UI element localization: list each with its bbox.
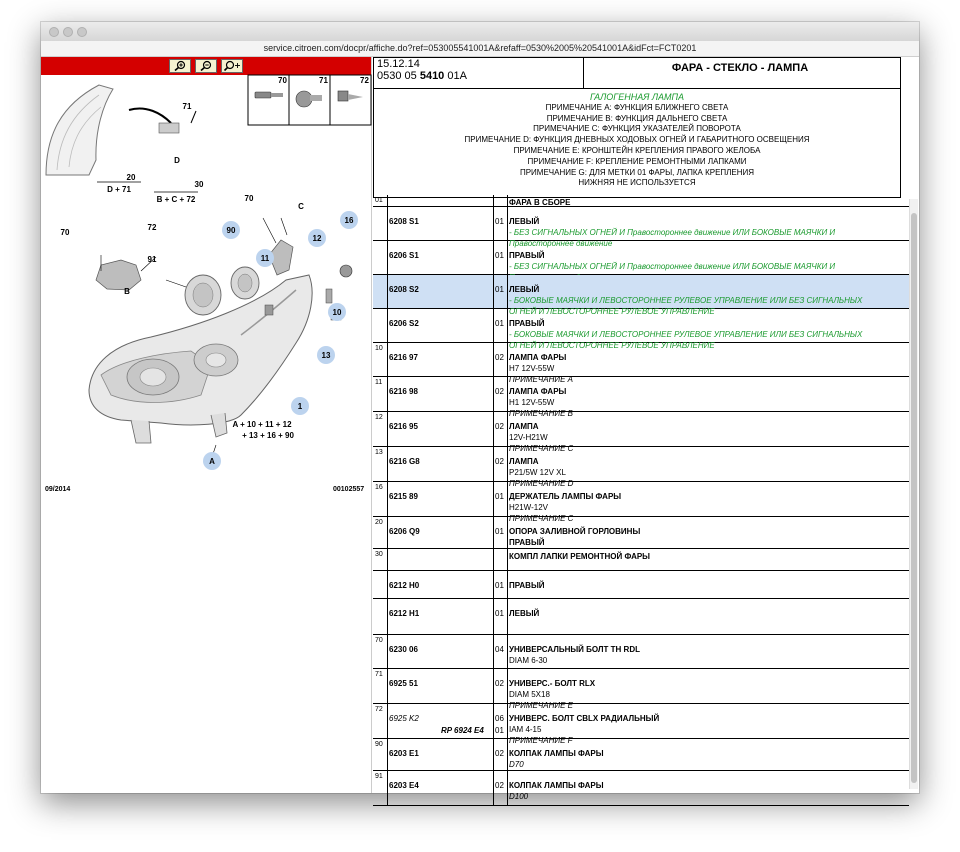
notes-block [373, 88, 901, 198]
address-bar[interactable]: service.citroen.com/docpr/affiche.do?ref=053005541001A&refaff=0530%2005%20541001A&idFct=FCT0201 [41, 41, 919, 57]
ref-number: 01 [375, 197, 383, 204]
notes-lines [374, 103, 900, 189]
ref-prefix: 0530 05 [377, 70, 420, 82]
part-note: ПРИМЕЧАНИЕ D [509, 479, 574, 488]
browser-window [41, 22, 919, 801]
part-note: H7 12V-55W [509, 364, 555, 373]
zoom-out-button[interactable] [195, 59, 217, 73]
part-number-alt: RP 6924 E4 [441, 726, 484, 735]
quantity-alt: 01 [495, 726, 504, 735]
callout-label: B + C + 72 [156, 195, 196, 204]
part-number: 6216 G8 [389, 457, 420, 466]
part-name: УНИВЕРС.- БОЛТ RLX [509, 679, 596, 688]
note-line: ПРИМЕЧАНИЕ D: ФУНКЦИЯ ДНЕВНЫХ ХОДОВЫХ ОГНЕЙ И ГАБАРИТНОГО ОСВЕЩЕНИЯ [464, 135, 810, 145]
part-number: 6212 H0 [389, 581, 420, 590]
part-name: ЛЕВЫЙ [509, 609, 540, 618]
callout-label: 72 [147, 223, 157, 232]
part-note: ОГНЕЙ И ЛЕВОСТОРОННЕЕ РУЛЕВОЕ УПРАВЛЕНИЕ [509, 341, 715, 350]
ref-number: 11 [375, 379, 383, 386]
part-number: 6208 S1 [389, 217, 419, 226]
part-number: 6925 51 [389, 679, 418, 688]
part-name: ПРАВЫЙ [509, 581, 545, 590]
magnifier-move-icon [223, 60, 241, 71]
note-line: НИЖНЯЯ НЕ ИСПОЛЬЗУЕТСЯ [578, 178, 696, 188]
part-number: 6203 E4 [389, 781, 419, 790]
part-number: 6206 S1 [389, 251, 419, 260]
pan-button[interactable] [221, 59, 243, 73]
quantity: 01 [495, 492, 504, 501]
quantity: 02 [495, 749, 504, 758]
callout-label: 30 [194, 180, 204, 189]
table-row[interactable] [373, 241, 909, 275]
part-note: ПРИМЕЧАНИЕ C [509, 444, 574, 453]
scrollbar-thumb[interactable] [911, 213, 917, 783]
ref-number: 72 [375, 706, 383, 713]
quantity: 01 [495, 217, 504, 226]
ref-number: 90 [375, 741, 383, 748]
table-row[interactable] [373, 739, 909, 771]
quantity: 01 [495, 285, 504, 294]
part-number: 6206 Q9 [389, 527, 420, 536]
callout-label: B [124, 287, 130, 296]
table-row[interactable] [373, 207, 909, 248]
part-name: ПРАВЫЙ [509, 251, 545, 260]
ref-number: 91 [375, 773, 383, 780]
ref-number: 70 [375, 637, 383, 644]
part-name: ЛАМПА [509, 422, 539, 431]
quantity: 02 [495, 422, 504, 431]
ref-suffix: 01A [444, 70, 467, 82]
callout-label[interactable]: 13 [321, 351, 331, 360]
diagram-panel [41, 57, 372, 793]
part-number: 6216 97 [389, 353, 418, 362]
thumb-label-72: 72 [360, 76, 369, 85]
part-note: H21W-12V [509, 503, 548, 512]
ref-bold: 5410 [419, 70, 445, 82]
notes-title: ГАЛОГЕННАЯ ЛАМПА [589, 92, 685, 102]
header-reference [377, 70, 583, 82]
zoom-toolbar [41, 57, 371, 75]
part-note: Правостороннее движение [509, 239, 613, 248]
brackets [96, 240, 352, 320]
callout-label[interactable]: 11 [260, 254, 270, 263]
quantity: 01 [495, 251, 504, 260]
quantity: 02 [495, 387, 504, 396]
minimize-window-button[interactable] [63, 27, 73, 37]
table-row[interactable] [373, 377, 909, 418]
part-note: DIAM 6-30 [509, 656, 548, 665]
thumb-label-70: 70 [278, 76, 287, 85]
thumb-label-71: 71 [319, 76, 328, 85]
part-note: P21/5W 12V XL [509, 468, 566, 477]
part-note: 12V-H21W [509, 433, 548, 442]
part-name: ЛЕВЫЙ [509, 285, 540, 294]
part-number: 6925 K2 [389, 714, 419, 723]
part-note: ПРИМЕЧАНИЕ E [509, 701, 573, 710]
part-name: ПРАВЫЙ [509, 319, 545, 328]
note-line: ПРИМЕЧАНИЕ C: ФУНКЦИЯ УКАЗАТЕЛЕЙ ПОВОРОТА [533, 124, 741, 134]
table-row[interactable] [373, 549, 909, 571]
ref-number: 10 [375, 345, 383, 352]
part-number: 6215 89 [389, 492, 418, 501]
callout-label: + 13 + 16 + 90 [242, 431, 294, 440]
page-title: ФАРА - СТЕКЛО - ЛАМПА [671, 62, 809, 74]
note-line: ПРИМЕЧАНИЕ E: КРОНШТЕЙН КРЕПЛЕНИЯ ПРАВОГО ЖЕЛОБА [513, 145, 761, 155]
note-line: ПРИМЕЧАНИЕ F: КРЕПЛЕНИЕ РЕМОНТНЫМИ ЛАПКАМИ [527, 156, 747, 166]
callout-label[interactable]: 90 [226, 226, 236, 235]
title-bar [41, 22, 919, 42]
callout-label[interactable]: A [209, 457, 215, 466]
quantity: 02 [495, 781, 504, 790]
table-row[interactable] [373, 771, 909, 806]
callout-label: D + 71 [107, 185, 131, 194]
part-note: ПРИМЕЧАНИЕ B [509, 409, 573, 418]
quantity: 01 [495, 581, 504, 590]
table-row[interactable] [373, 635, 909, 669]
part-note: D100 [509, 792, 529, 801]
table-row[interactable] [373, 195, 909, 207]
quantity: 02 [495, 457, 504, 466]
part-name: ЛАМПА ФАРЫ [509, 353, 567, 362]
quantity: 01 [495, 527, 504, 536]
quantity: 01 [495, 319, 504, 328]
table-row[interactable] [373, 275, 909, 316]
part-number: 6212 H1 [389, 609, 420, 618]
close-window-button[interactable] [49, 27, 59, 37]
ref-number: 12 [375, 414, 383, 421]
magnifier-minus-icon [197, 60, 215, 71]
part-note: - БОКОВЫЕ МАЯЧКИ И ЛЕВОСТОРОННЕЕ РУЛЕВОЕ УПРАВЛЕНИЕ ИЛИ БЕЗ СИГНАЛЬНЫХ [509, 296, 863, 305]
part-note: ОГНЕЙ И ЛЕВОСТОРОННЕЕ РУЛЕВОЕ УПРАВЛЕНИЕ [509, 307, 715, 316]
part-name: УНИВЕРСАЛЬНЫЙ БОЛТ TH RDL [509, 645, 640, 654]
part-note: DIAM 5X18 [509, 690, 550, 699]
callout-label[interactable]: 16 [344, 216, 354, 225]
callout-label: 91 [147, 255, 157, 264]
callout-label: C [298, 202, 304, 211]
diagram-date: 09/2014 [45, 486, 71, 493]
part-name: ДЕРЖАТЕЛЬ ЛАМПЫ ФАРЫ [509, 492, 622, 501]
note-line: ПРИМЕЧАНИЕ G: ДЛЯ МЕТКИ 01 ФАРЫ, ЛАПКА КРЕПЛЕНИЯ [519, 167, 755, 177]
ref-number: 20 [375, 519, 383, 526]
part-number: 6203 E1 [389, 749, 419, 758]
table-row[interactable] [373, 571, 909, 599]
part-name: ФАРА В СБОРЕ [509, 198, 571, 207]
part-note: D70 [509, 760, 524, 769]
part-name: ЛЕВЫЙ [509, 217, 540, 226]
callout-label[interactable]: 12 [312, 234, 322, 243]
part-note: ПРИМЕЧАНИЕ C [509, 514, 574, 523]
part-note: ПРИМЕЧАНИЕ A [509, 375, 573, 384]
callout-label: D [174, 156, 180, 165]
part-note: H1 12V-55W [509, 398, 555, 407]
part-name: ЛАМПА [509, 457, 539, 466]
quantity: 01 [495, 609, 504, 618]
part-name: КОМПЛ ЛАПКИ РЕМОНТНОЙ ФАРЫ [509, 552, 651, 561]
part-name: ЛАМПА ФАРЫ [509, 387, 567, 396]
parts-panel [373, 57, 919, 801]
quantity: 06 [495, 714, 504, 723]
part-number: 6206 S2 [389, 319, 419, 328]
part-note: ПРАВЫЙ [509, 538, 545, 547]
quantity: 02 [495, 353, 504, 362]
callout-label: A + 10 + 11 + 12 [232, 420, 292, 429]
maximize-window-button[interactable] [77, 27, 87, 37]
part-number: 6216 98 [389, 387, 418, 396]
header-info [374, 58, 584, 88]
ref-number: 71 [375, 671, 383, 678]
magnifier-plus-icon [171, 60, 189, 71]
document-header [373, 57, 901, 89]
diagram-doc-code: 00102557 [333, 486, 365, 493]
note-line: ПРИМЕЧАНИЕ A: ФУНКЦИЯ БЛИЖНЕГО СВЕТА [545, 102, 729, 112]
header-date: 15.12.14 [377, 58, 420, 70]
part-number: 6208 S2 [389, 285, 419, 294]
ref-number: 13 [375, 449, 383, 456]
note-line: ПРИМЕЧАНИЕ B: ФУНКЦИЯ ДАЛЬНЕГО СВЕТА [546, 113, 728, 123]
part-note: - БЕЗ СИГНАЛЬНЫХ ОГНЕЙ И Правостороннее движение ИЛИ БОКОВЫЕ МАЯЧКИ И [509, 228, 836, 237]
part-number: 6230 06 [389, 645, 418, 654]
part-note: ПРИМЕЧАНИЕ F [509, 736, 573, 745]
parts-table [373, 197, 909, 801]
scrollbar[interactable] [909, 199, 918, 789]
part-note: - БОКОВЫЕ МАЯЧКИ И ЛЕВОСТОРОННЕЕ РУЛЕВОЕ УПРАВЛЕНИЕ ИЛИ БЕЗ СИГНАЛЬНЫХ [509, 330, 863, 339]
part-name: КОЛПАК ЛАМПЫ ФАРЫ [509, 749, 604, 758]
part-note: IAM 4-15 [509, 725, 542, 734]
part-note: - БЕЗ СИГНАЛЬНЫХ ОГНЕЙ И Правостороннее движение ИЛИ БОКОВЫЕ МАЯЧКИ И [509, 262, 836, 271]
part-name: КОЛПАК ЛАМПЫ ФАРЫ [509, 781, 604, 790]
part-name: УНИВЕРС. БОЛТ CBLX РАДИАЛЬНЫЙ [509, 714, 660, 723]
table-row[interactable] [373, 517, 909, 549]
zoom-in-button[interactable] [169, 59, 191, 73]
quantity: 02 [495, 679, 504, 688]
table-row[interactable] [373, 447, 909, 488]
callout-label: 71 [182, 102, 192, 111]
part-number: 6216 95 [389, 422, 418, 431]
fastener-thumbnails [248, 75, 371, 125]
quantity: 04 [495, 645, 504, 654]
callout-label[interactable]: 10 [332, 308, 342, 317]
callout-label: 70 [60, 228, 70, 237]
ref-number: 30 [375, 551, 383, 558]
callout-label[interactable]: 1 [297, 402, 303, 411]
callout-label: 70 [244, 194, 254, 203]
callout-label: 20 [126, 173, 136, 182]
ref-number: 16 [375, 484, 383, 491]
exploded-view-diagram [41, 75, 371, 793]
table-row[interactable] [373, 599, 909, 635]
part-name: ОПОРА ЗАЛИВНОЙ ГОРЛОВИНЫ [509, 527, 641, 536]
